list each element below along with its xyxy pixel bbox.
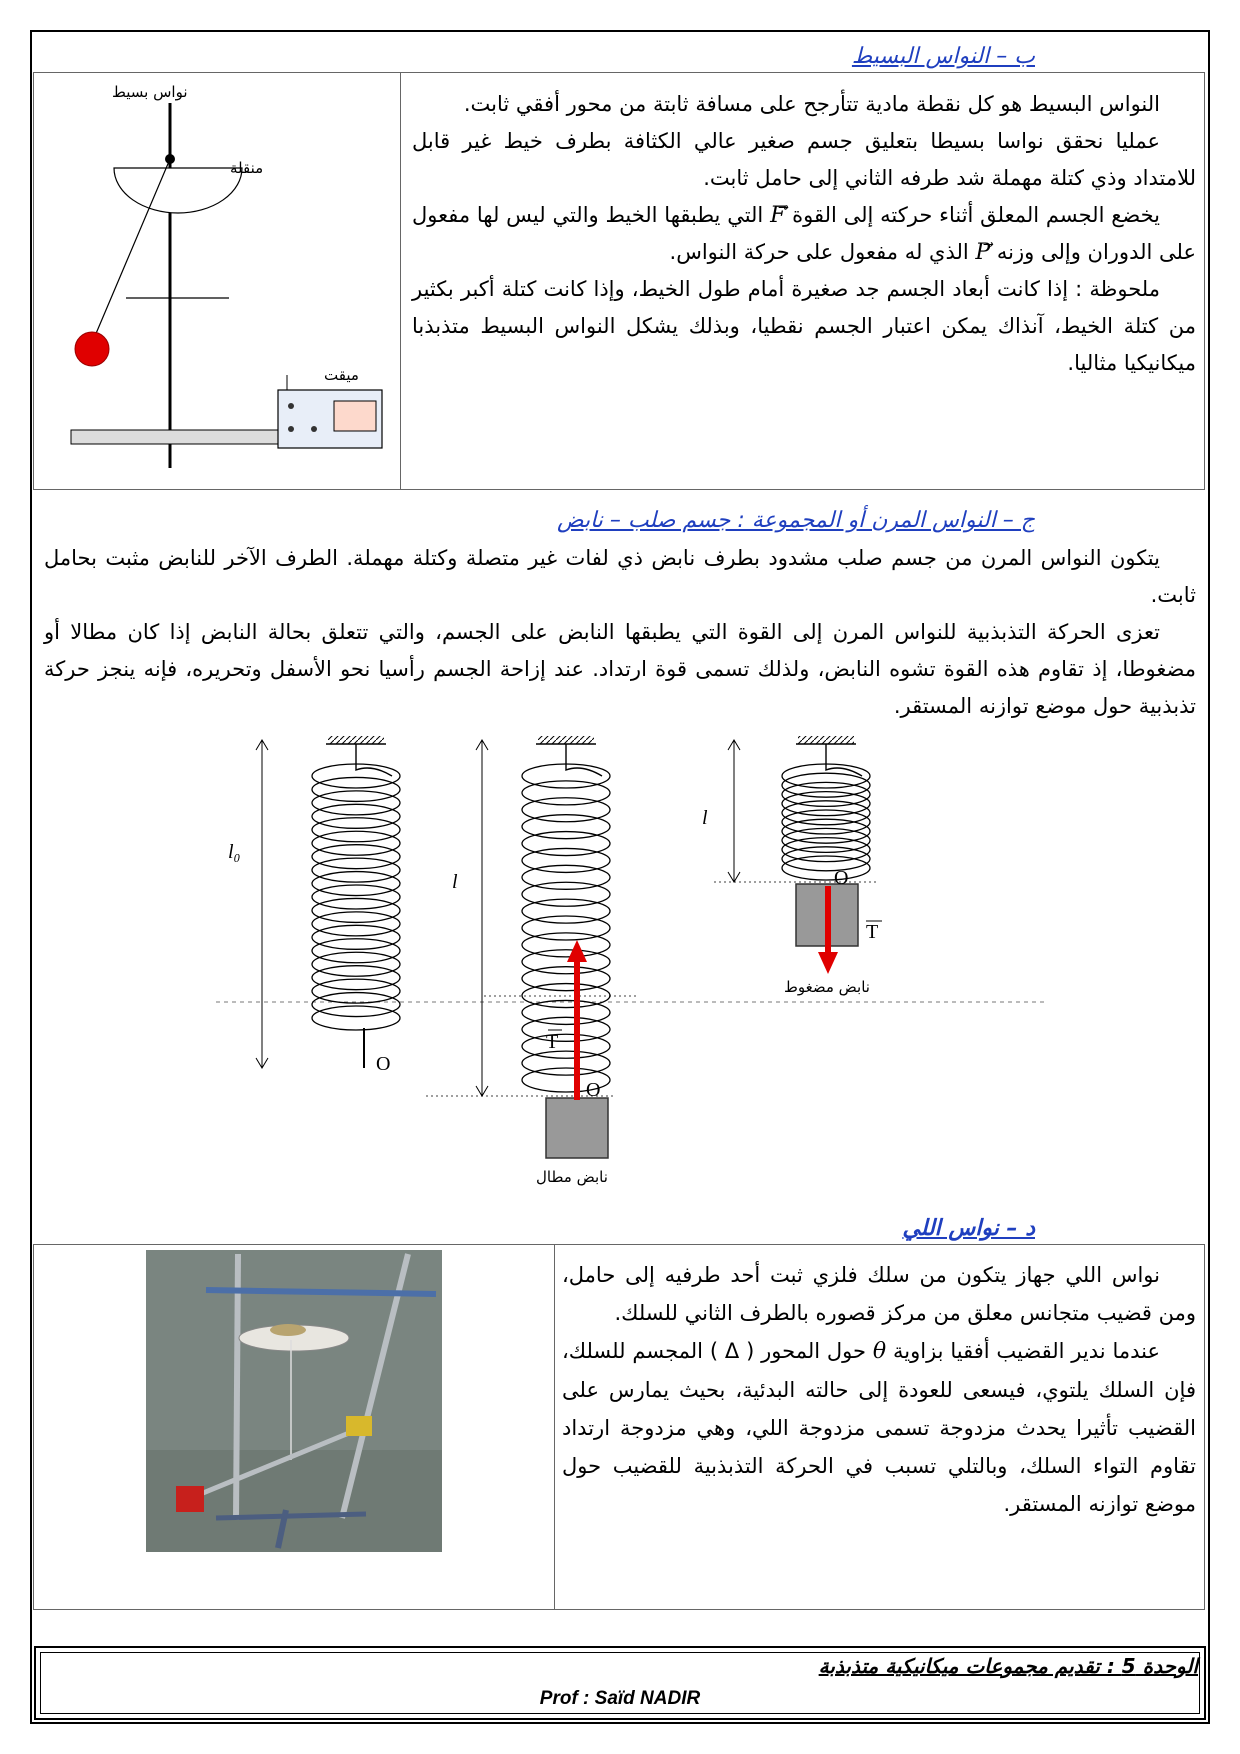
force-symbol: F (770, 203, 786, 228)
footer-unit-title: الوحدة 5 : تقديم مجموعات ميكانيكية متذبذبة (818, 1654, 1198, 1678)
spring-coil (312, 845, 400, 869)
spring-coil (312, 777, 400, 801)
torsion-pendulum-text (562, 1256, 1196, 1523)
point-o-3: O (834, 867, 849, 889)
spring-figure (196, 728, 1056, 1208)
counterweight-yellow (346, 1416, 372, 1436)
spring-coil (312, 831, 400, 855)
figure-label-pendulum: نواس بسيط (112, 83, 188, 101)
protractor (114, 168, 242, 213)
mass-stretched (546, 1098, 608, 1158)
caption-stretched: نابض مطال (536, 1168, 608, 1186)
simple-pendulum-definition: النواس البسيط هو كل نقطة مادية تتأرجح على مسافة ثابتة من محور أفقي ثابت. (463, 92, 1160, 116)
force-vector-f (770, 203, 785, 228)
spring-coil (312, 939, 400, 963)
spring-coil (312, 791, 400, 815)
spring-coil (312, 912, 400, 936)
angle-theta: θ (872, 1339, 887, 1364)
spring-coil (312, 858, 400, 882)
support-2 (538, 736, 594, 744)
section-heading-simple-pendulum: ب – النواس البسيط (851, 44, 1035, 69)
point-o-2: O (586, 1079, 601, 1101)
footer-author: Prof : Saïd NADIR (539, 1688, 701, 1709)
simple-pendulum-realization: عمليا نحقق نواسا بسيطا بتعليق جسم صغير عالي الكثافة بطرف خيط غير قابل للامتداد وذي كتلة مهملة شد طرفه الثاني إلى حامل ثابت. (412, 129, 1196, 190)
elastic-pendulum-text (44, 540, 1196, 725)
section-heading-elastic-pendulum: ج – النواس المرن أو المجموعة : جسم صلب – نابض (557, 508, 1035, 533)
label-l0: l₀ (228, 841, 241, 863)
spring-coil (312, 952, 400, 976)
spring-coil (312, 1006, 400, 1030)
table-divider (554, 1244, 555, 1610)
pendulum-bob (75, 332, 109, 366)
weight-vector-p (975, 240, 990, 265)
spring-coil (312, 818, 400, 842)
label-t-compressed: T (866, 921, 879, 943)
weight-symbol: P (975, 240, 991, 265)
spring-hook (566, 744, 602, 776)
spring-hook (356, 744, 392, 776)
simple-pendulum-note: ملحوظة : إذا كانت أبعاد الجسم جد صغيرة أمام طول الخيط، وإذا كانت كتلة أكبر بكثير من كتلة الخيط، آنذاك يمكن اعتبار الجسم نقطيا، وبذلك يشكل النواس البسيط متذبذبا ميكانيكيا مثاليا. (412, 277, 1196, 375)
table-divider (400, 72, 401, 490)
timer-display (334, 401, 376, 431)
forces-text-part3: الذي له مفعول على حركة النواس. (669, 240, 969, 264)
figure-label-timer: ميقت (324, 366, 359, 384)
spring-hook (826, 744, 862, 776)
caption-compressed: نابض مضغوط (784, 978, 870, 996)
footer (34, 1646, 1206, 1720)
spring-coil (312, 925, 400, 949)
forces-text-part2: التي يطبقها الخيط والتي ليس لها مفعول على الدوران وإلى وزنه (412, 203, 1196, 264)
point-o-1: O (376, 1053, 391, 1075)
spring-stretched (522, 744, 610, 1092)
support-1 (328, 736, 384, 744)
spring-coil (312, 885, 400, 909)
timer-knob (288, 426, 294, 432)
simple-pendulum-text (412, 86, 1196, 382)
disc-clamp (270, 1324, 306, 1336)
figure-label-protractor: منقلة (230, 159, 264, 177)
label-t-stretched: T (546, 1031, 559, 1053)
elastic-pendulum-restoring-force: تعزى الحركة التذبذبية للنواس المرن إلى القوة التي يطبقها النابض على الجسم، والتي تتعلق بحالة النابض إذا كان مطالا أو مضغوطا، إذ تقاوم هذه القوة تشوه النابض، ولذلك تسمى قوة ارتداد. عند إزاحة الجسم رأسيا نحو الأسفل وتحريره، فإنه ينجز حركة تذبذبية حول موضع توازنه المستقر. (44, 620, 1196, 718)
timer-knob (311, 426, 317, 432)
label-l-compressed: l (702, 807, 708, 829)
timer-knob (288, 403, 294, 409)
spring-coil (312, 966, 400, 990)
spring-coil (312, 872, 400, 896)
forces-text-part1: يخضع الجسم المعلق أثناء حركته إلى القوة (792, 203, 1160, 227)
tension-arrowhead-down (818, 952, 838, 974)
torsion-pendulum-photo (146, 1250, 442, 1552)
spring-compressed (782, 744, 870, 880)
spring-natural (312, 744, 400, 1030)
label-l-stretched: l (452, 871, 458, 893)
spring-coil (312, 898, 400, 922)
stand-base (71, 430, 304, 444)
counterweight-red (176, 1486, 204, 1512)
spring-coil (312, 804, 400, 828)
section-heading-torsion-pendulum: د – نواس اللي (902, 1216, 1035, 1241)
spring-coil (312, 979, 400, 1003)
couple-text-part1: عندما ندير القضيب أفقيا بزاوية (892, 1339, 1160, 1363)
torsion-pendulum-definition: نواس اللي جهاز يتكون من سلك فلزي ثبت أحد طرفيه إلى حامل، ومن قضيب متجانس معلق من مركز قصوره بالطرف الثاني للسلك. (562, 1263, 1196, 1325)
support-3 (798, 736, 854, 744)
top-bar (206, 1290, 436, 1294)
spring-coil (312, 993, 400, 1017)
simple-pendulum-forces (412, 197, 1196, 271)
elastic-pendulum-definition: يتكون النواس المرن من جسم صلب مشدود بطرف نابض ذي لفات غير متصلة وكتلة مهملة. الطرف الآخر للنابض مثبت بحامل ثابت. (44, 546, 1196, 607)
couple-text-part2: حول المحور ( Δ ) المجسم للسلك، فإن السلك يلتوي، فيسعى للعودة إلى حالته البدئية، بحيث يمارس على القضيب تأثيرا يحدث مزدوجة تسمى مزدوجة اللي، وهي مزدوجة ارتداد تقاوم التواء السلك، وبالتلي تسبب في الحركة التذبذبية للقضيب حول موضع توازنه المستقر. (562, 1339, 1196, 1516)
torsion-pendulum-couple (562, 1332, 1196, 1523)
simple-pendulum-figure (34, 73, 400, 489)
